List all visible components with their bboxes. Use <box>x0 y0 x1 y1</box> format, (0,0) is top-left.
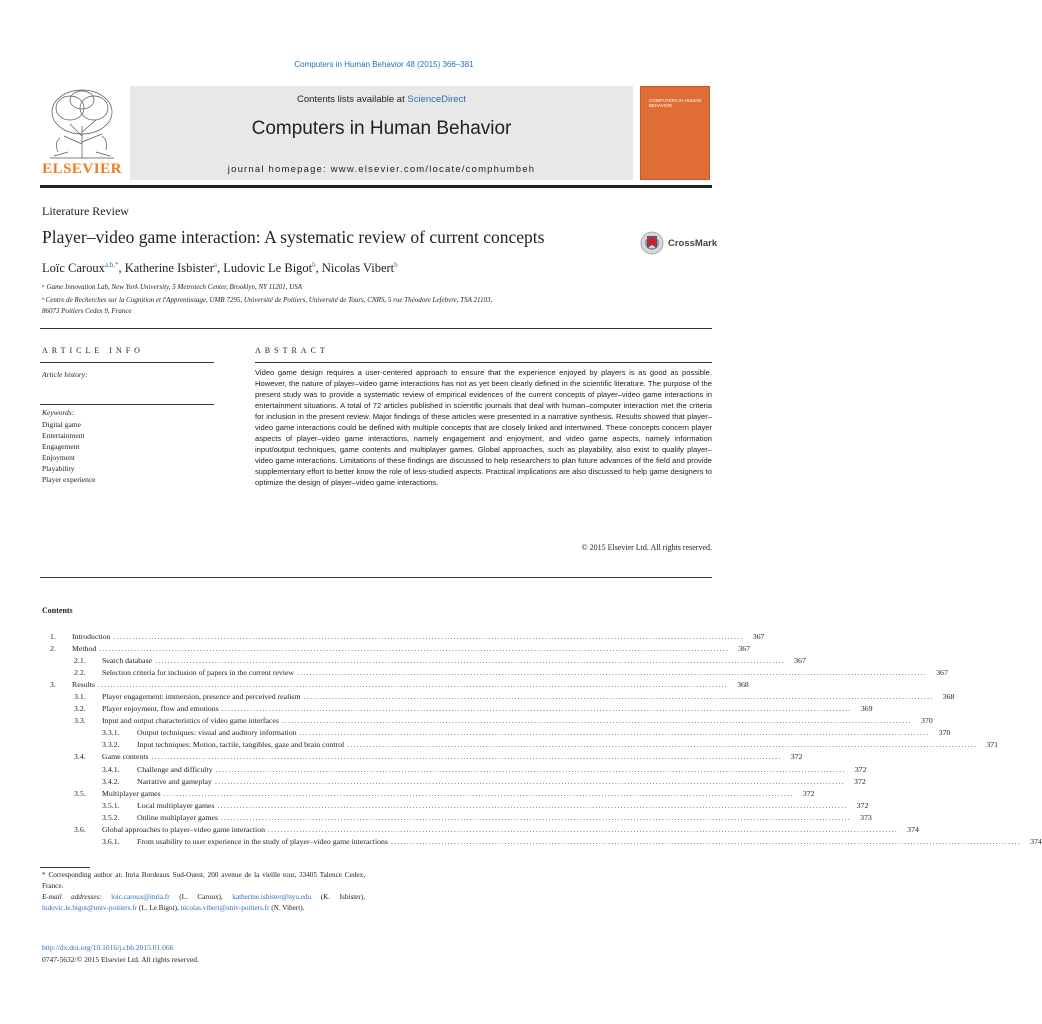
email-owner: (L. Caroux), <box>169 893 233 901</box>
toc-leader: ........................................................................................................................................................................................................ <box>303 692 934 702</box>
toc-title: Narrative and gameplay <box>137 776 212 786</box>
toc-title: Search database <box>102 656 153 666</box>
toc-entry[interactable] <box>42 812 872 824</box>
cover-title: COMPUTERS IN HUMAN BEHAVIOR <box>649 98 702 108</box>
contents-available-line <box>130 94 633 105</box>
toc-page: 373 <box>860 812 872 822</box>
email-link[interactable]: nicolas.vibert@univ-poitiers.fr <box>180 904 270 912</box>
toc-leader: ........................................................................................................................................................................................................ <box>217 800 848 810</box>
toc-number: 3.6.1. <box>102 836 120 846</box>
toc-page: 370 <box>921 716 933 726</box>
toc-page: 369 <box>860 704 873 714</box>
toc-number: 3.3. <box>74 716 86 726</box>
toc-title: Results <box>72 680 95 690</box>
toc-title: Global approaches to player–video game interaction <box>102 824 266 834</box>
header-divider <box>40 185 712 188</box>
toc-page: 374 <box>1030 836 1042 846</box>
toc-entry[interactable] <box>42 836 1042 848</box>
toc-page: 367 <box>752 632 765 641</box>
toc-page: 367 <box>738 644 751 654</box>
toc-title: Input techniques: Motion, tactile, tangibles, gaze and brain control <box>137 740 345 750</box>
toc-title: Local multiplayer games <box>137 800 215 810</box>
toc-entry[interactable] <box>42 691 955 703</box>
toc-title: From usability to user experience in the study of player–video game interactions <box>137 836 388 846</box>
toc-entry[interactable] <box>42 776 866 788</box>
toc-leader: ........................................................................................................................................................................................................ <box>163 788 794 798</box>
keyword-item: Entertainment <box>42 431 85 440</box>
toc-number: 3.1. <box>74 692 86 702</box>
toc-number: 1. <box>50 632 56 641</box>
toc-leader: ........................................................................................................................................................................................................ <box>151 752 782 762</box>
affiliation-a: ᵃ Game Innovation Lab, New York University, 5 Metrotech Center, Brooklyn, NY 11201, USA <box>42 283 303 291</box>
toc-leader: ........................................................................................................................................................................................................ <box>215 764 846 774</box>
toc-number: 3. <box>50 680 56 690</box>
doi-link[interactable]: http://dx.doi.org/10.1016/j.chb.2015.01.066 <box>42 943 174 952</box>
toc-number: 3.2. <box>74 704 86 714</box>
toc-page: 372 <box>854 764 867 774</box>
author-affil-mark[interactable]: b <box>394 261 398 269</box>
article-info-divider <box>40 362 214 363</box>
toc-leader: ........................................................................................................................................................................................................ <box>390 836 1021 846</box>
toc-number: 3.5. <box>74 788 86 798</box>
abstract-body: Video game design requires a user-centered approach to ensure that the experience enjoyed by players is as good as possible. However, the nature of player–video game interactions has not as yet been clearly defined in the scientific literature. The purpose of the present study was to provide a systematic review of empirical evidences of the current concepts of player–video game interactions in entertainment situations. A total of 72 articles published in scientific journals that deal with human–computer interaction met the criteria for inclusion in the present review. Major findings of these articles were presented in a narrative synthesis. Results showed that player–video game interactions could be defined with multiple concepts that are closely linked and intertwined. These concepts concern player aspects of player–video game interactions, namely engagement and enjoyment, and video game aspects, namely information input/output techniques, game contents and multiplayer games. Global approaches, such as playability, also exist to qualify player–video game interactions. Limitations of these findings are discussed to help researchers to plan future advances of the field and provide supplementary effort to better know the role of less-studied aspects. Practical implications are also discussed to help game designers to optimize the design of player–video game interactions. <box>255 368 712 487</box>
keyword-item: Engagement <box>42 442 80 451</box>
toc-leader: ........................................................................................................................................................................................................ <box>220 812 851 822</box>
author-separator: , <box>217 261 224 276</box>
toc-number: 3.3.2. <box>102 740 120 750</box>
sciencedirect-link[interactable]: ScienceDirect <box>407 94 466 105</box>
author-name[interactable]: Ludovic Le Bigot <box>223 261 313 276</box>
toc-entry[interactable] <box>42 631 765 643</box>
journal-header-banner <box>130 86 633 180</box>
toc-page: 368 <box>942 692 955 702</box>
elsevier-wordmark: ELSEVIER <box>42 161 122 177</box>
toc-page: 367 <box>794 656 806 666</box>
toc-number: 2.1. <box>74 656 86 666</box>
issn-copyright: 0747-5632/© 2015 Elsevier Ltd. All rights reserved. <box>42 955 199 964</box>
toc-entry[interactable] <box>42 727 951 739</box>
email-label: E-mail addresses: <box>42 893 102 901</box>
toc-leader: ........................................................................................................................................................................................................ <box>113 632 744 641</box>
toc-number: 3.6. <box>74 824 86 834</box>
author-name[interactable]: Nicolas Vibert <box>321 261 395 276</box>
author-separator: , <box>118 261 125 276</box>
toc-entry[interactable] <box>42 824 919 836</box>
email-owner: (K. Isbister), <box>311 893 366 901</box>
toc-leader: ........................................................................................................................................................................................................ <box>297 668 927 678</box>
affiliation-b-line1: ᵇ Centre de Recherches sur la Cognition et l'Apprentissage, UMR 7295, Université de Poitiers, Université de Tours, CNRS, 5 rue Théodore Lefebvre, TSA 21103, <box>42 296 493 304</box>
toc-title: Online multiplayer games <box>137 812 218 822</box>
toc-number: 3.5.2. <box>102 812 120 822</box>
author-list <box>42 261 398 276</box>
toc-entry[interactable] <box>42 788 815 800</box>
journal-homepage[interactable]: journal homepage: www.elsevier.com/locate/comphumbeh <box>227 164 536 175</box>
toc-entry[interactable] <box>42 751 803 763</box>
article-info-heading: ARTICLE INFO <box>42 346 144 355</box>
toc-page: 367 <box>936 668 948 678</box>
toc-entry[interactable] <box>42 667 948 679</box>
toc-leader: ........................................................................................................................................................................................................ <box>221 704 852 714</box>
keywords-list <box>42 419 96 485</box>
corresponding-author-note: * Corresponding author at: Inria Bordeaux Sud-Ouest, 200 avenue de la vieille tour, 33405 Talence Cedex, France. <box>42 871 365 890</box>
author-affil-mark[interactable]: a <box>213 261 218 269</box>
toc-page: 372 <box>802 788 815 798</box>
keyword-item: Enjoyment <box>42 453 75 462</box>
keywords-divider <box>40 404 214 405</box>
toc-title: Game contents <box>102 752 149 762</box>
affiliation-divider <box>40 328 712 329</box>
contents-heading: Contents <box>42 606 73 615</box>
crossmark-icon <box>640 231 664 255</box>
crossmark-label: CrossMark <box>668 237 718 249</box>
author-affil-mark[interactable]: b <box>312 261 316 269</box>
toc-title: Selection criteria for inclusion of papers in the current review <box>102 668 295 678</box>
toc-page: 370 <box>938 728 951 738</box>
keyword-item: Player experience <box>42 475 96 484</box>
author-name[interactable]: Loïc Caroux <box>42 261 105 276</box>
toc-title: Player enjoyment, flow and emotions <box>102 704 219 714</box>
crossmark-button[interactable] <box>640 230 717 256</box>
toc-entry[interactable] <box>42 739 999 751</box>
toc-leader: ........................................................................................................................................................................................................ <box>281 716 912 726</box>
toc-entry[interactable] <box>42 655 806 667</box>
toc-title: Input and output characteristics of video game interfaces <box>102 716 279 726</box>
toc-number: 3.3.1. <box>102 728 120 738</box>
toc-page: 372 <box>856 800 869 810</box>
toc-page: 374 <box>907 824 919 834</box>
toc-title: Multiplayer games <box>102 788 161 798</box>
toc-leader: ........................................................................................................................................................................................................ <box>97 680 728 690</box>
abstract-heading: ABSTRACT <box>255 346 329 355</box>
journal-citation-link[interactable]: Computers in Human Behavior 48 (2015) 366–381 <box>294 60 474 69</box>
toc-page: 372 <box>854 776 866 786</box>
article-history-label: Article history: <box>42 370 88 379</box>
toc-number: 3.4.1. <box>102 764 120 774</box>
toc-leader: ........................................................................................................................................................................................................ <box>155 656 785 666</box>
author-separator: , <box>315 261 322 276</box>
toc-page: 368 <box>737 680 749 690</box>
toc-title: Introduction <box>72 632 111 641</box>
toc-number: 2. <box>50 644 56 654</box>
toc-entry[interactable] <box>42 800 869 812</box>
email-link[interactable]: katherine.isbister@nyu.edu <box>232 893 312 901</box>
abstract-copyright: © 2015 Elsevier Ltd. All rights reserved. <box>581 543 712 552</box>
contents-prefix: Contents lists available at <box>297 94 408 105</box>
article-type: Literature Review <box>42 204 129 218</box>
abstract-bottom-divider <box>40 577 712 578</box>
email-owner: (N. Vibert). <box>269 904 305 912</box>
email-link[interactable]: loic.caroux@inria.fr <box>111 893 170 901</box>
table-of-contents <box>42 631 1042 848</box>
toc-page: 372 <box>790 752 803 762</box>
toc-page: 371 <box>986 740 999 750</box>
toc-entry[interactable] <box>42 703 873 715</box>
toc-leader: ........................................................................................................................................................................................................ <box>268 824 898 834</box>
footnote-divider <box>40 867 90 868</box>
journal-cover-image <box>640 86 710 180</box>
author-name[interactable]: Katherine Isbister <box>124 261 214 276</box>
abstract-divider <box>255 362 712 363</box>
footnotes <box>42 870 365 914</box>
affiliation-b-line2: 86073 Poitiers Cedex 9, France <box>42 306 132 315</box>
toc-entry[interactable] <box>42 679 749 691</box>
toc-entry[interactable] <box>42 764 867 776</box>
toc-leader: ........................................................................................................................................................................................................ <box>214 776 845 786</box>
article-title: Player–video game interaction: A systematic review of current concepts <box>42 227 545 247</box>
toc-leader: ........................................................................................................................................................................................................ <box>347 740 978 750</box>
toc-number: 2.2. <box>74 668 86 678</box>
email-link[interactable]: ludovic.le.bigot@univ-poitiers.fr <box>42 904 138 912</box>
toc-number: 3.4. <box>74 752 86 762</box>
toc-title: Method <box>72 644 97 654</box>
journal-title: Computers in Human Behavior <box>251 118 512 139</box>
keywords-label: Keywords: <box>42 408 75 417</box>
keyword-item: Playability <box>42 464 75 473</box>
toc-title: Player engagement: immersion, presence and perceived realism <box>102 692 301 702</box>
toc-number: 3.4.2. <box>102 776 120 786</box>
affiliation-b <box>42 295 682 317</box>
toc-entry[interactable] <box>42 715 933 727</box>
toc-title: Output techniques: visual and auditory information <box>137 728 297 738</box>
toc-number: 3.5.1. <box>102 800 120 810</box>
keyword-item: Digital game <box>42 420 81 429</box>
toc-leader: ........................................................................................................................................................................................................ <box>99 644 730 654</box>
author-affil-mark[interactable]: a,b,* <box>104 261 119 269</box>
toc-title: Challenge and difficulty <box>137 764 213 774</box>
email-addresses <box>42 892 365 914</box>
toc-leader: ........................................................................................................................................................................................................ <box>299 728 930 738</box>
email-owner: (L. Le Bigot), <box>137 904 181 912</box>
toc-entry[interactable] <box>42 643 751 655</box>
